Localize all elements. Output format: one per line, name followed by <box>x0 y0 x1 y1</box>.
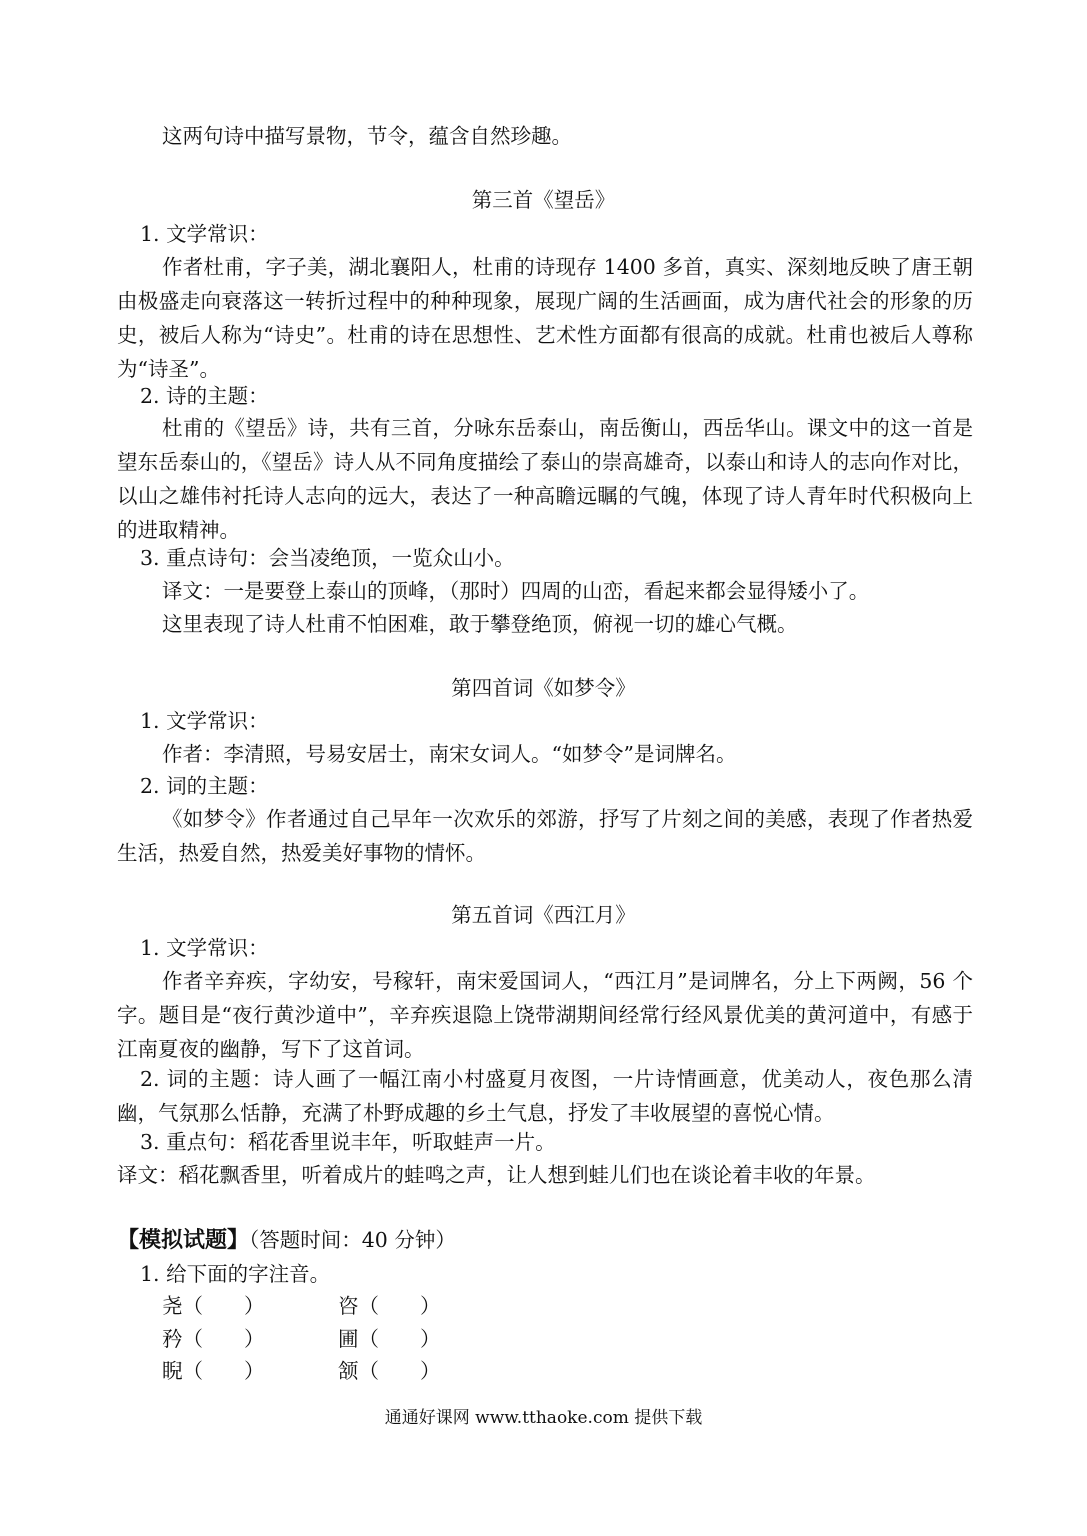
section-5-title: 第五首词《西江月》 <box>451 903 636 927</box>
section-3-note: 这里表现了诗人杜甫不怕困难，敢于攀登绝顶，俯视一切的雄心气概。 <box>162 612 798 636</box>
section-5-paragraph-2: 2. 词的主题：诗人画了一幅江南小村盛夏月夜图，一片诗情画意，优美动人，夜色那么清幽，气氛那么恬静，充满了朴野成趣的乡土气息，抒发了丰收展望的喜悦心情。 <box>117 1067 973 1125</box>
section-4-title: 第四首词《如梦令》 <box>451 676 636 700</box>
page-footer: 通通好课网 www.tthaoke.com 提供下载 <box>384 1408 703 1428</box>
section-3-heading-2: 2. 诗的主题： <box>140 384 269 408</box>
pinyin-item: 圃（ ） <box>338 1327 441 1351</box>
section-5-heading-3: 3. 重点句：稻花香里说丰年，听取蛙声一片。 <box>140 1130 556 1154</box>
pinyin-row <box>162 1325 514 1353</box>
pinyin-row <box>162 1357 514 1385</box>
mock-question-1: 1. 给下面的字注音。 <box>140 1262 331 1286</box>
pinyin-row <box>162 1292 514 1320</box>
section-5-heading-1: 1. 文学常识： <box>140 936 269 960</box>
section-3-title: 第三首《望岳》 <box>471 188 616 212</box>
section-5-translation: 译文：稻花飘香里，听着成片的蛙鸣之声，让人想到蛙儿们也在谈论着丰收的年景。 <box>117 1163 876 1187</box>
pinyin-item: 矜（ ） <box>162 1327 265 1351</box>
section-5-paragraph-1: 作者辛弃疾，字幼安，号稼轩，南宋爱国词人，“西江月”是词牌名，分上下两阙，56 个字。题目是“夜行黄沙道中”，辛弃疾退隐上饶带湖期间经常行经风景优美的黄河道中，有感于江南夏夜的幽静，写下了这首词。 <box>117 969 973 1061</box>
section-4-paragraph-1: 作者：李清照，号易安居士，南宋女词人。“如梦令”是词牌名。 <box>162 742 737 766</box>
pinyin-item: 尧（ ） <box>162 1294 265 1318</box>
section-3-paragraph-2: 杜甫的《望岳》诗，共有三首，分咏东岳泰山，南岳衡山，西岳华山。课文中的这一首是望东岳泰山的，《望岳》诗人从不同角度描绘了泰山的崇高雄奇，以泰山和诗人的志向作对比，以山之雄伟衬托诗人志向的远大，表达了一种高瞻远瞩的气魄，体现了诗人青年时代积极向上的进取精神。 <box>117 416 973 542</box>
pinyin-item: 咨（ ） <box>338 1294 441 1318</box>
mock-test-title: 【模拟试题】 <box>117 1227 250 1253</box>
section-3-heading-3: 3. 重点诗句：会当凌绝顶，一览众山小。 <box>140 546 515 570</box>
section-4-paragraph-2: 《如梦令》作者通过自己早年一次欢乐的郊游，抒写了片刻之间的美感，表现了作者热爱生活，热爱自然，热爱美好事物的情怀。 <box>117 807 973 865</box>
section-3-heading-1: 1. 文学常识： <box>140 222 269 246</box>
pinyin-item: 颔（ ） <box>338 1359 441 1383</box>
pinyin-item: 睨（ ） <box>162 1359 265 1383</box>
top-note: 这两句诗中描写景物，节令，蕴含自然珍趣。 <box>162 124 572 148</box>
mock-test-heading <box>117 1226 456 1254</box>
mock-test-time: （答题时间：40 分钟） <box>249 1228 456 1252</box>
section-3-paragraph-1: 作者杜甫，字子美，湖北襄阳人，杜甫的诗现存 1400 多首，真实、深刻地反映了唐王朝由极盛走向衰落这一转折过程中的种种现象，展现广阔的生活画面，成为唐代社会的形象的历史，被后人称为“诗史”。杜甫的诗在思想性、艺术性方面都有很高的成就。杜甫也被后人尊称为“诗圣”。 <box>117 255 973 381</box>
section-4-heading-2: 2. 词的主题： <box>140 774 269 798</box>
section-4-heading-1: 1. 文学常识： <box>140 709 269 733</box>
section-3-translation: 译文：一是要登上泰山的顶峰，（那时）四周的山峦，看起来都会显得矮小了。 <box>162 579 870 603</box>
